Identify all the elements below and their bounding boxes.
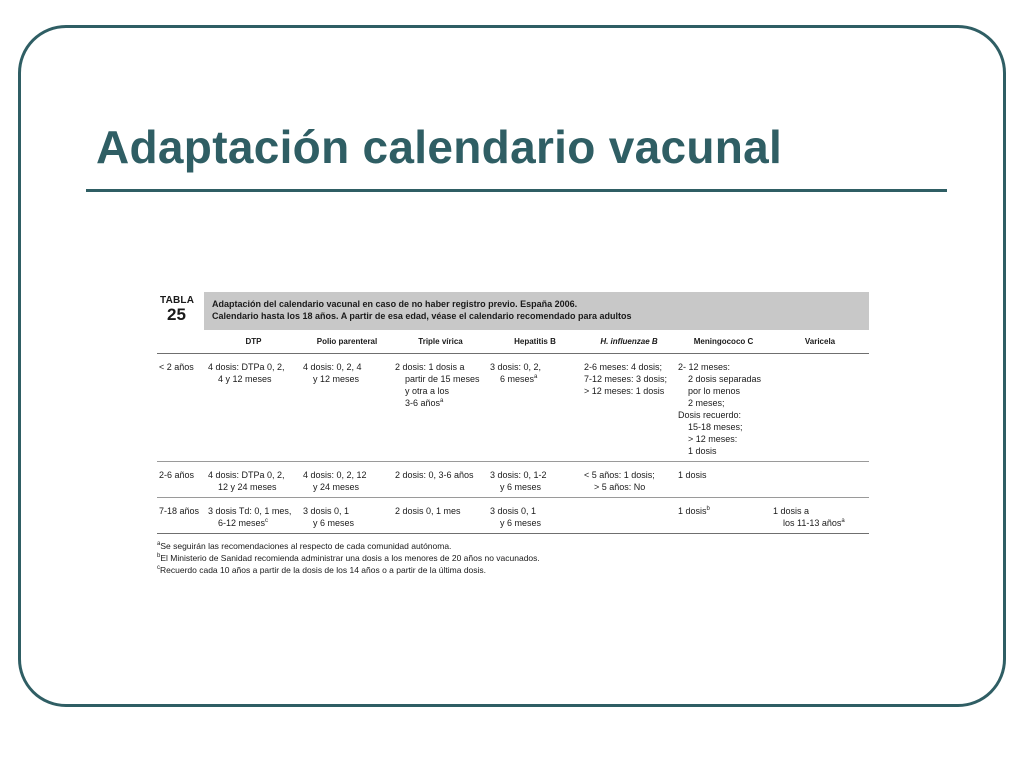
cell-text: y otra a los xyxy=(405,386,450,396)
cell-text: 2 dosis 0, 1 mes xyxy=(395,506,461,516)
table-row xyxy=(157,498,869,534)
age-cell: 2-6 años xyxy=(157,462,206,498)
column-header: Hepatitis B xyxy=(488,330,582,354)
table-label-word: TABLA xyxy=(160,295,195,306)
table-cell xyxy=(771,498,869,534)
column-header: Meningococo C xyxy=(676,330,771,354)
cell-line xyxy=(678,445,768,457)
cell-line xyxy=(678,385,768,397)
cell-line xyxy=(395,373,485,385)
cell-line xyxy=(208,517,298,529)
footnote-mark: b xyxy=(157,553,161,560)
cell-text: 2 dosis: 0, 3-6 años xyxy=(395,470,474,480)
cell-text: partir de 15 meses xyxy=(405,374,480,384)
cell-line xyxy=(490,469,579,481)
cell-text: 12 y 24 meses xyxy=(218,482,277,492)
cell-text: 1 dosis xyxy=(688,446,717,456)
cell-line xyxy=(490,517,579,529)
table-cell xyxy=(393,354,488,462)
cell-line xyxy=(395,505,485,517)
cell-line xyxy=(678,433,768,445)
cell-line xyxy=(490,373,579,385)
cell-line xyxy=(303,505,390,517)
cell-line xyxy=(208,505,298,517)
cell-text: 3 dosis: 0, 1-2 xyxy=(490,470,547,480)
column-header: Triple vírica xyxy=(393,330,488,354)
cell-line xyxy=(678,397,768,409)
cell-text: 2 meses; xyxy=(688,398,725,408)
cell-line xyxy=(490,505,579,517)
table-cell xyxy=(771,354,869,462)
table-caption-line-1: Adaptación del calendario vacunal en caso de no haber registro previo. España 2006. xyxy=(212,299,578,309)
table-row xyxy=(157,354,869,462)
column-header: Varicela xyxy=(771,330,869,354)
table-cell xyxy=(301,462,393,498)
column-header: Polio parenteral xyxy=(301,330,393,354)
cell-text: < 5 años: 1 dosis; xyxy=(584,470,655,480)
cell-text: 6 meses xyxy=(500,374,535,384)
cell-text: Dosis recuerdo: xyxy=(678,410,742,420)
cell-text: 4 y 12 meses xyxy=(218,374,272,384)
footnote-mark: c xyxy=(157,565,160,572)
footnote-mark: a xyxy=(157,541,161,548)
vaccine-table-figure xyxy=(157,292,869,576)
cell-text: > 12 meses: 1 dosis xyxy=(584,386,665,396)
table-cell xyxy=(582,354,676,462)
cell-text: y 12 meses xyxy=(313,374,360,384)
footnote xyxy=(157,564,869,576)
cell-text: 3-6 años xyxy=(405,398,441,408)
cell-line xyxy=(490,361,579,373)
table-cell xyxy=(206,498,301,534)
cell-line xyxy=(773,517,866,529)
slide-title: Adaptación calendario vacunal xyxy=(96,121,783,173)
age-cell: < 2 años xyxy=(157,354,206,462)
table-cell xyxy=(488,462,582,498)
cell-line xyxy=(678,361,768,373)
table-cell xyxy=(206,354,301,462)
table-number: 25 xyxy=(167,305,186,324)
cell-text: 4 dosis: 0, 2, 4 xyxy=(303,362,362,372)
cell-line xyxy=(208,361,298,373)
cell-text: 2- 12 meses: xyxy=(678,362,731,372)
footnote-mark: c xyxy=(265,518,269,524)
table-caption xyxy=(204,292,869,330)
table-caption-line-2: Calendario hasta los 18 años. A partir de esa edad, véase el calendario recomendado para adultos xyxy=(212,311,632,321)
column-header: H. influenzae B xyxy=(582,330,676,354)
column-header xyxy=(157,330,206,354)
footnote-mark: b xyxy=(706,506,710,512)
cell-text: y 24 meses xyxy=(313,482,360,492)
cell-line xyxy=(584,361,673,373)
cell-line xyxy=(678,505,768,517)
cell-text: 3 dosis Td: 0, 1 mes, xyxy=(208,506,292,516)
cell-line xyxy=(584,481,673,493)
cell-line xyxy=(678,409,768,421)
table-cell xyxy=(676,498,771,534)
footnote-mark: a xyxy=(841,518,845,524)
cell-line xyxy=(395,397,485,409)
cell-text: 1 dosis a xyxy=(773,506,810,516)
vaccine-table xyxy=(157,330,869,534)
cell-text: 15-18 meses; xyxy=(688,422,743,432)
footnote-text: Se seguirán las recomendaciones al respecto de cada comunidad autónoma. xyxy=(160,541,452,551)
cell-line xyxy=(678,373,768,385)
cell-text: 4 dosis: DTPa 0, 2, xyxy=(208,362,285,372)
table-row xyxy=(157,462,869,498)
footnote-mark: a xyxy=(534,374,538,380)
footnote-text: El Ministerio de Sanidad recomienda administrar una dosis a los menores de 20 años no vacunados. xyxy=(160,553,540,563)
cell-text: 2-6 meses: 4 dosis; xyxy=(584,362,663,372)
table-cell xyxy=(393,462,488,498)
table-header xyxy=(157,292,869,330)
cell-line xyxy=(208,469,298,481)
cell-line xyxy=(584,469,673,481)
table-cell xyxy=(582,462,676,498)
footnote-mark: a xyxy=(440,398,444,404)
footnote-text: Recuerdo cada 10 años a partir de la dosis de los 14 años o a partir de la última dosis. xyxy=(160,565,487,575)
cell-text: 4 dosis: DTPa 0, 2, xyxy=(208,470,285,480)
table-cell xyxy=(393,498,488,534)
cell-line xyxy=(303,517,390,529)
cell-line xyxy=(395,385,485,397)
cell-line xyxy=(303,469,390,481)
cell-text: 3 dosis: 0, 2, xyxy=(490,362,542,372)
cell-text: y 6 meses xyxy=(500,518,542,528)
cell-line xyxy=(584,385,673,397)
age-cell: 7-18 años xyxy=(157,498,206,534)
cell-line xyxy=(303,481,390,493)
table-cell xyxy=(676,354,771,462)
cell-text: > 5 años: No xyxy=(594,482,646,492)
table-cell xyxy=(676,462,771,498)
column-header-row xyxy=(157,330,869,354)
cell-text: por lo menos xyxy=(688,386,741,396)
table-cell xyxy=(488,354,582,462)
title-underline xyxy=(86,189,947,192)
table-cell xyxy=(771,462,869,498)
column-header: DTP xyxy=(206,330,301,354)
cell-line xyxy=(303,361,390,373)
cell-line xyxy=(208,481,298,493)
table-label xyxy=(157,292,204,330)
table-cell xyxy=(301,354,393,462)
cell-line xyxy=(678,421,768,433)
cell-text: 1 dosis xyxy=(678,470,707,480)
cell-text: > 12 meses: xyxy=(688,434,738,444)
cell-line xyxy=(395,361,485,373)
cell-line xyxy=(490,481,579,493)
cell-text: los 11-13 años xyxy=(783,518,842,528)
cell-text: 6-12 meses xyxy=(218,518,266,528)
cell-line xyxy=(773,505,866,517)
cell-text: 2 dosis: 1 dosis a xyxy=(395,362,465,372)
footnote xyxy=(157,540,869,552)
cell-text: y 6 meses xyxy=(500,482,542,492)
cell-line xyxy=(584,373,673,385)
cell-text: y 6 meses xyxy=(313,518,355,528)
cell-line xyxy=(303,373,390,385)
table-cell xyxy=(301,498,393,534)
table-cell xyxy=(488,498,582,534)
cell-text: 4 dosis: 0, 2, 12 xyxy=(303,470,367,480)
cell-text: 3 dosis 0, 1 xyxy=(303,506,350,516)
cell-line xyxy=(395,469,485,481)
cell-text: 3 dosis 0, 1 xyxy=(490,506,537,516)
footnote xyxy=(157,552,869,564)
cell-text: 7-12 meses: 3 dosis; xyxy=(584,374,668,384)
cell-line xyxy=(208,373,298,385)
table-cell xyxy=(206,462,301,498)
cell-line xyxy=(678,469,768,481)
table-cell xyxy=(582,498,676,534)
cell-text: 1 dosis xyxy=(678,506,707,516)
table-body xyxy=(157,354,869,534)
table-footnotes xyxy=(157,540,869,576)
cell-text: 2 dosis separadas xyxy=(688,374,762,384)
